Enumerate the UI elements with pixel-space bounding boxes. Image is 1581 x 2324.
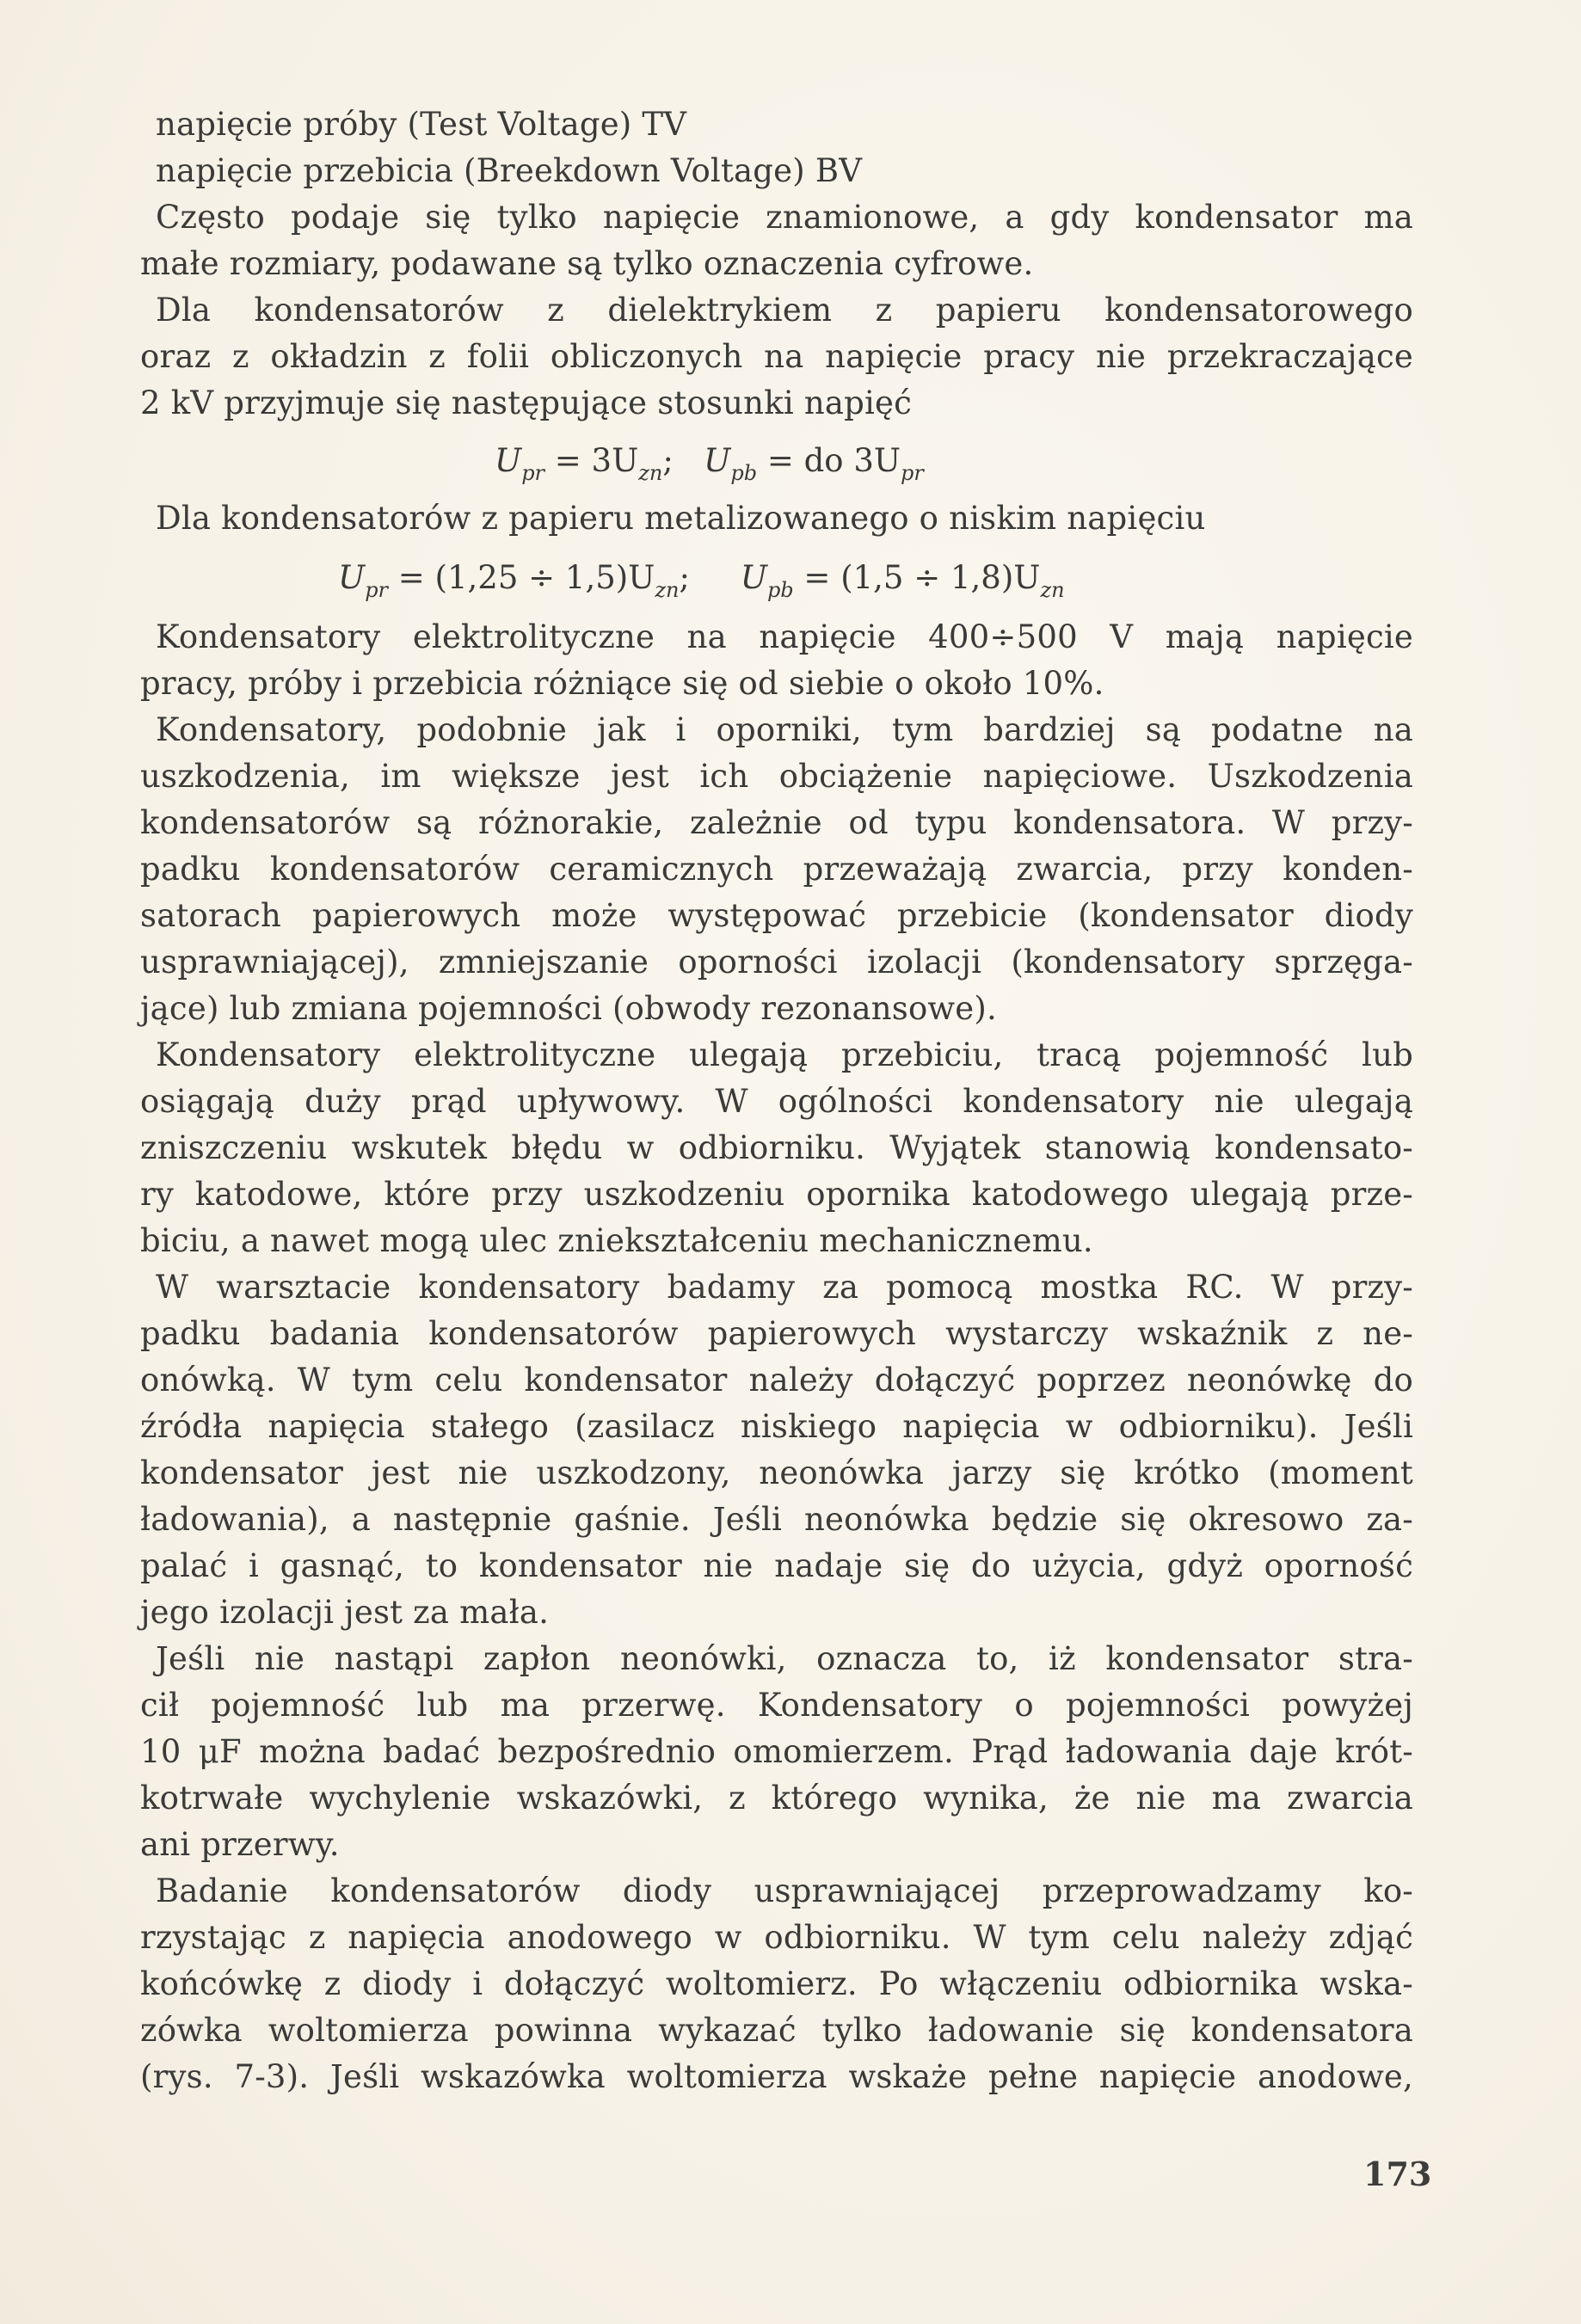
text-line: ry katodowe, które przy uszkodzeniu opornika katodowego ulegają prze-	[140, 1176, 1413, 1213]
formula-operator: =	[757, 442, 804, 479]
formula-symbol: U	[338, 559, 366, 596]
text-line: biciu, a nawet mogą ulec zniekształceniu mechanicznemu.	[140, 1222, 1093, 1259]
text-line: Jeśli nie nastąpi zapłon neonówki, oznacza to, iż kondensator stra-	[156, 1640, 1413, 1677]
formula-symbol: U	[495, 442, 522, 479]
text-line: małe rozmiary, podawane są tylko oznaczenia cyfrowe.	[140, 245, 1034, 282]
text-line: Kondensatory, podobnie jak i oporniki, tym bardziej są podatne na	[156, 711, 1413, 748]
formula-paper-capacitors	[140, 427, 1413, 495]
text-line: jego izolacji jest za mała.	[140, 1594, 550, 1631]
text-line: zniszczeniu wskutek błędu w odbiorniku. Wyjątek stanowią kondensato-	[140, 1129, 1413, 1166]
text-line: padku badania kondensatorów papierowych wystarczy wskaźnik z ne-	[140, 1315, 1413, 1352]
text-line: zówka woltomierza powinna wykazać tylko ładowanie się kondensatora	[140, 2012, 1413, 2049]
text-line: Dla kondensatorów z papieru metalizowanego o niskim napięciu	[156, 500, 1206, 537]
body-text	[140, 101, 1413, 2100]
formula-separator: ;	[679, 559, 741, 596]
text-line: kondensatorów są różnorakie, zależnie od typu kondensatora. W przy-	[140, 804, 1413, 841]
text-line: usprawniającej), zmniejszanie oporności izolacji (kondensatory sprzęga-	[140, 944, 1413, 981]
text-line: (rys. 7-3). Jeśli wskazówka woltomierza wskaże pełne napięcie anodowe,	[140, 2058, 1413, 2095]
text-line: uszkodzenia, im większe jest ich obciążenie napięciowe. Uszkodzenia	[140, 758, 1413, 795]
text-line: oraz z okładzin z folii obliczonych na napięcie pracy nie przekraczające	[140, 338, 1413, 375]
text-line: cił pojemność lub ma przerwę. Kondensatory o pojemności powyżej	[140, 1687, 1413, 1724]
page-number: 173	[1363, 2155, 1432, 2193]
formula-symbol: U	[740, 559, 767, 596]
text-line: napięcie próby (Test Voltage) TV	[156, 106, 687, 143]
text-line: końcówkę z diody i dołączyć woltomierz. Po włączeniu odbiornika wska-	[140, 1965, 1413, 2002]
formula-subscript: zn	[1040, 578, 1065, 602]
formula-metallized-capacitors	[140, 542, 1413, 614]
formula-operator: = 3U	[544, 442, 639, 479]
text-line: jące) lub zmiana pojemności (obwody rezonansowe).	[140, 990, 997, 1027]
formula-subscript: pr	[901, 461, 924, 485]
formula-subscript: pb	[730, 461, 758, 485]
text-line: Kondensatory elektrolityczne na napięcie 400÷500 V mają napięcie	[156, 618, 1413, 655]
text-line: napięcie przebicia (Breekdown Voltage) BV	[156, 152, 863, 189]
formula-operator: 3U	[843, 442, 901, 479]
formula-separator: ;	[662, 442, 704, 479]
formula-subscript: pr	[521, 461, 545, 485]
text-line: 10 μF można badać bezpośrednio omomierzem. Prąd ładowania daje krót-	[140, 1733, 1413, 1770]
text-line: ładowania), a następnie gaśnie. Jeśli neonówka będzie się okresowo za-	[140, 1501, 1413, 1538]
text-line: kotrwałe wychylenie wskazówki, z którego wynika, że nie ma zwarcia	[140, 1780, 1413, 1817]
formula-operator: = (1,25 ÷ 1,5)U	[388, 559, 655, 596]
text-line: kondensator jest nie uszkodzony, neonówka jarzy się krótko (moment	[140, 1454, 1413, 1491]
text-line: onówką. W tym celu kondensator należy dołączyć poprzez neonówkę do	[140, 1362, 1413, 1399]
text-line: ani przerwy.	[140, 1826, 340, 1863]
formula-word: do	[803, 442, 844, 479]
text-line: padku kondensatorów ceramicznych przeważają zwarcia, przy konden-	[140, 851, 1413, 888]
text-line: Często podaje się tylko napięcie znamionowe, a gdy kondensator ma	[156, 199, 1413, 236]
text-line: rzystając z napięcia anodowego w odbiorniku. W tym celu należy zdjąć	[140, 1919, 1413, 1956]
text-line: Kondensatory elektrolityczne ulegają przebiciu, tracą pojemność lub	[156, 1036, 1413, 1073]
text-line: W warsztacie kondensatory badamy za pomocą mostka RC. W przy-	[156, 1269, 1413, 1306]
text-line: satorach papierowych może występować przebicie (kondensator diody	[140, 897, 1413, 934]
text-line: Badanie kondensatorów diody usprawniającej przeprowadzamy ko-	[156, 1872, 1413, 1909]
paragraph-group-voltage-terms	[140, 101, 1413, 427]
text-line: Dla kondensatorów z dielektrykiem z papieru kondensatorowego	[156, 292, 1413, 329]
text-line: źródła napięcia stałego (zasilacz niskiego napięcia w odbiorniku). Jeśli	[140, 1408, 1413, 1445]
formula-operator: = (1,5 ÷ 1,8)U	[793, 559, 1041, 596]
text-line: palać i gasnąć, to kondensator nie nadaje się do użycia, gdyż oporność	[140, 1547, 1413, 1584]
text-line: 2 kV przyjmuje się następujące stosunki napięć	[140, 384, 913, 421]
formula-symbol: U	[704, 442, 731, 479]
formula-subscript: zn	[655, 578, 680, 602]
formula-subscript: pb	[766, 578, 794, 602]
formula-subscript: zn	[638, 461, 663, 485]
formula-subscript: pr	[365, 578, 389, 602]
text-line: osiągają duży prąd upływowy. W ogólności kondensatory nie ulegają	[140, 1083, 1413, 1120]
text-line: pracy, próby i przebicia różniące się od siebie o około 10%.	[140, 665, 1104, 702]
paragraph-group-capacitor-testing	[140, 614, 1413, 2100]
